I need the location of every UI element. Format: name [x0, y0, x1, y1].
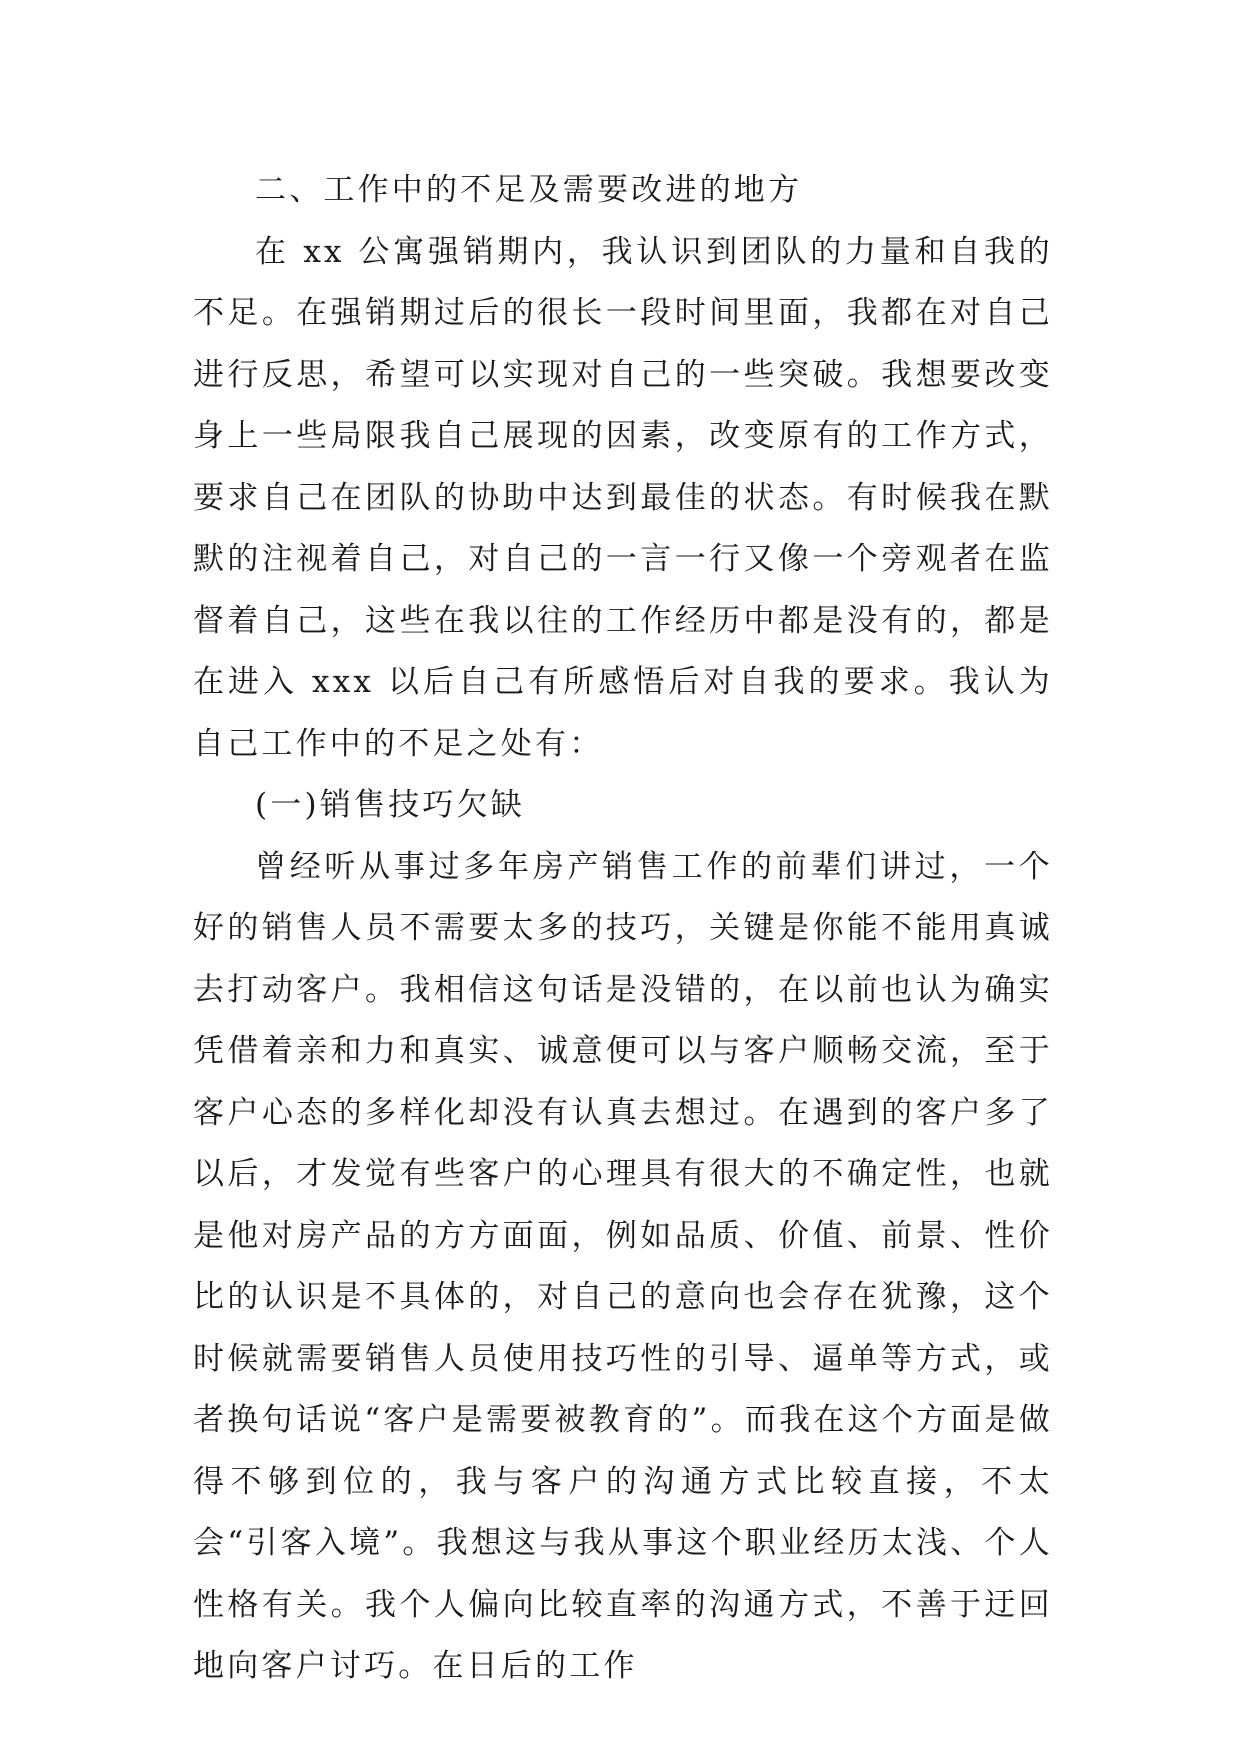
paragraph: 在 xx 公寓强销期内，我认识到团队的力量和自我的不足。在强销期过后的很长一段时间里面，我都在对自己进行反思，希望可以实现对自己的一些突破。我想要改变身上一些局限我自己展现的因素，改变原有的工作方式，要求自己在团队的协助中达到最佳的状态。有时候我在默默的注视着自己，对自己的一言一行又像一个旁观者在监督着自己，这些在我以往的工作经历中都是没有的，都是在进入 xxx 以后自己有所感悟后对自我的要求。我认为自己工作中的不足之处有：: [193, 233, 1053, 762]
paragraph: 曾经听从事过多年房产销售工作的前辈们讲过，一个好的销售人员不需要太多的技巧，关键是你能不能用真诚去打动客户。我相信这句话是没错的，在以前也认为确实凭借着亲和力和真实、诚意便可以与客户顺畅交流，至于客户心态的多样化却没有认真去想过。在遇到的客户多了以后，才发觉有些客户的心理具有很大的不确定性，也就是他对房产品的方方面面，例如品质、价值、前景、性价比的认识是不具体的，对自己的意向也会存在犹豫，这个时候就需要销售人员使用技巧性的引导、逼单等方式，或者换句话说“客户是需要被教育的”。而我在这个方面是做得不够到位的，我与客户的沟通方式比较直接，不太会“引客入境”。我想这与我从事这个职业经历太浅、个人性格有关。我个人偏向比较直率的沟通方式，不善于迂回地向客户讨巧。在日后的工作: [193, 848, 1053, 1684]
document-body: [193, 160, 1053, 1698]
subheading: (一)销售技巧欠缺: [255, 787, 525, 823]
section-heading: 二、工作中的不足及需要改进的地方: [255, 172, 803, 208]
